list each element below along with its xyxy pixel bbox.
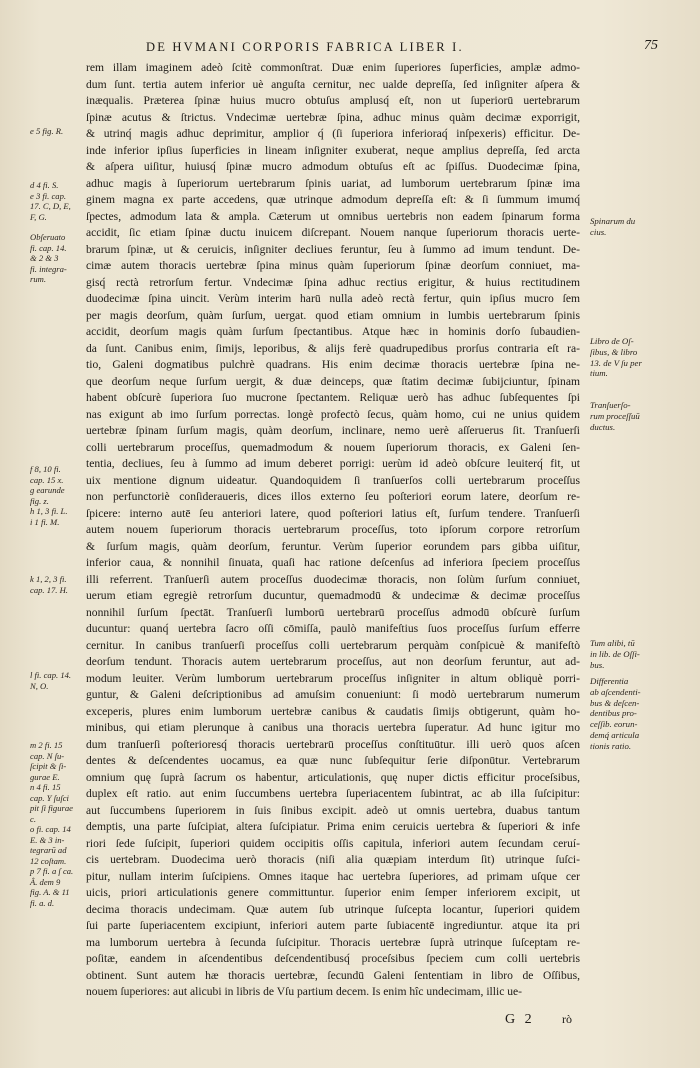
text-line: tio, Galeni dogmatibus pulchrè quadrans. His enim decimæ thoracis uertebræ ſpina ne-	[86, 358, 580, 371]
text-line: dum ſunt. tertia autem inferior uè anguſta cernitur, nec ualde depreſſa, ſed inſigniter aſpera &	[86, 77, 580, 91]
text-line: habent obſcurè ſuperiora ſuo mucrone ſpectantem. Reliquæ uerò has adhuc ſubſequentes ſpi	[86, 391, 580, 404]
text-line: omnium quę ſuprà ſacrum os habentur, articulationis, quę nuper dictis efficitur proceſsibus,	[86, 770, 580, 784]
text-line: colli uertebrarum proceſſus, quemadmodum & nouem ſuperiorum thoracis, ex Galeni ſen-	[86, 440, 580, 454]
catchword: rò	[562, 1012, 572, 1026]
text-line: brarum ſpinæ, ut & ceruicis, inſigniter decliues feruntur, ſeu à ſummo ad imum tendunt. De-	[86, 242, 580, 256]
margin-note: Libro de Oſ- ſibus, & libro 13. de V ſu per tium.	[590, 336, 642, 379]
signature-mark: G 2	[505, 1012, 535, 1027]
page-number: 75	[644, 38, 658, 53]
margin-note: Spinarum du cius.	[590, 216, 636, 237]
text-line: ſpectes, admodum lata & ampla. Cæterum ut omnibus uertebris non eadem ſpinarum forma	[86, 209, 580, 223]
text-line: nonnihil ſurſum ſpectāt. Tranſuerſi lumborū uertebrarū proceſſus admodū obſcurè ſurſum	[86, 605, 580, 619]
text-line: exceperis, plures enim lumborum uertebræ canibus & caudatis ſimijs obtigerunt, quàm ho-	[86, 704, 580, 718]
text-line: cernitur. In canibus tranſuerſi proceſſus colli uertebrarum perquàm conſpicuè & manifeſtò	[86, 638, 580, 652]
text-line: deorſum tendunt. Thoracis autem uertebrarum proceſſus, aut non deorſum feruntur, aut ad-	[86, 655, 580, 668]
text-line: aut ſuccumbens ſuperiorem in ſuis ſinibus excipit. adeò ut omnis uertebra, duabus tantum	[86, 803, 580, 817]
text-line: ma lumborum uertebra à ſecunda ſuſcipitur. Thoracis uertebræ ſuprà utrinque ſuſceptam re-	[86, 935, 580, 949]
text-line: ducuntur: quanq́ uertebra ſacro oſſi cōmiſſa, paulò manifeſtius ſuos proceſſus ſurſum efferre	[86, 622, 580, 635]
margin-note: Tranſuerſo- rum proceſſuū ductus.	[590, 400, 640, 432]
text-line: accidit, deorſum magis quàm ſurſum ſpectantibus. Atque hæc in hominis dorſo ſubaudien-	[86, 325, 580, 338]
text-line: inde inferior ipſius ſuperficies in lineam inſigniter exuberat, neque amplius depreſſa, ſed arcta	[86, 143, 580, 157]
text-line: per magis deorſum, quàm ſurſum, uergat. quod etiam omnium in lumbis uertebrarum ſpinis	[86, 308, 580, 322]
text-line: nouem ſuperiores: aut alicubi in libris de Vſu partium decem. Is enim hîc undecimam, illic ue-	[86, 985, 523, 998]
margin-note: f 8, 10 fi. cap. 15 x. g earunde fig. z. h 1, 3 fi. L. i 1 fi. M.	[30, 464, 68, 527]
text-line: riori ſede ſuſcipit, ſuperiori quidem occipitis oſſis capitula, inferiori autem ſecundam ceruí-	[86, 836, 580, 850]
text-line: minibus, qui etiam plerunque à canibus una thoracis uertebra ſuperatur. Ad hunc igitur mo	[86, 721, 580, 734]
text-line: & ſurſum magis, quàm deorſum, feruntur. Verùm ſuperior eorundem pars gibba uiſitur,	[86, 539, 580, 553]
text-line: accidit, ſic etiam ſpinæ ductu inuicem diſcrepant. Nouem nanque ſuperiorum thoracis uerte-	[86, 226, 580, 239]
running-title: DE HVMANI CORPORIS FABRICA LIBER I.	[146, 40, 464, 54]
text-line: dum tranſuerſi poſterioresq́ thoracis uertebrarū proceſſus conſtituūtur. illi uerò quos aſcen	[86, 737, 580, 751]
margin-note: Obſeruato fi. cap. 14. & 2 & 3 fi. integra- rum.	[30, 232, 67, 284]
text-line: da ſunt. Canibus enim, ſimijs, leporibus, & alijs ferè quadrupedibus prorſus contraria eſt ra-	[86, 341, 580, 355]
margin-note: m 2 fi. 15 cap. N ſu- ſcipit & ſi- gurae E. n 4 fi. 15 cap. Y ſuſci pit ſi figurae c. o fi. cap. 14 E. & 3 in- tegrarū ad 12 coſtam. p 7 fi. a ſ ca. Â. dem 9 fig. A. & 11 fi. a. d.	[30, 740, 74, 908]
text-line: adhuc magis à ſuperiorum uertebrarum ſpinis uariat, ad lumborum uertebrarum ſpinæ ima	[86, 176, 580, 190]
text-line: decima thoracis undecimam. Quæ autem ſub utrinque ſuſcepta locantur, ſuperiori quidem	[86, 902, 580, 916]
text-line: & utrinq́ magis adhuc deprimitur, amplior q́ (ſi ſuperiora inferioraq́ inſpexeris) efficitur. De-	[86, 127, 580, 140]
text-line: inferior caua, & nonnihil ſinuata, quaſi hac ratione deſcenſus ad inferiora ſpeciem proceſſus	[86, 556, 580, 569]
text-line: tentia, decliues, ſeu à ſummo ad imum deberet porrigi: uerùm id adeò obſcure leuiterq́ fit, ut	[86, 457, 580, 470]
text-line: uix mentione dignum uideatur. Quandoquidem ſi tranſuerſos colli uertebrarum proceſſus	[86, 473, 580, 487]
text-line: rem illam imaginem adeò ſcitè commonſtrat. Duæ enim ſuperiores ſuperficies, amplæ admo-	[86, 61, 580, 74]
text-line: poſitæ, eandem in aſcendentibus deſcendentibusq́ proceſsibus ſpeciem cum colli uertebris	[86, 952, 580, 965]
margin-note: l fi. cap. 14. N, O.	[30, 670, 72, 691]
text-line: cis uertebram. Duodecima uerò thoracis (niſi alia quæpiam interdum ſit) utrinque ſuſci-	[86, 853, 580, 866]
text-line: & aſpera uiſitur, huiusq́ ſpinæ mucro admodum obtuſus eſt ac ſpiſſus. Duodecimæ ſpina,	[86, 160, 580, 173]
text-line: illi referrent. Tranſuerſi autem proceſſus duodecimæ thoracis, non ſolùm ſurſum conniuet,	[86, 572, 580, 586]
text-line: duplex eſt ratio. aut enim ſuccumbens uertebra ſuperiacentem ſubintrat, ac ab illa ſuſcipitur:	[86, 787, 580, 800]
margin-note: Differentia ab aſcendenti- bus & deſcen- dentibus pro- ceſſib. eorun- demq́ articula tionis ratio.	[590, 676, 641, 751]
text-line: que deorſum neque ſurſum uergit, & duæ deinceps, quæ ſtatim decimæ ſubijciuntur, ſpinam	[86, 374, 580, 388]
text-line: inæqualis. Præterea ſpinæ huius mucro obtuſus amplusq́ eſt, non ut ſuperiorū uertebrarum	[86, 94, 580, 107]
page-header	[88, 40, 658, 58]
text-line: uerum etiam egregiè retrorſum ducuntur, quemadmodū & undecimæ & decimæ proceſſus	[86, 589, 580, 602]
text-line: nas exigunt ab imo ſurſum porrectas. longè profectò ſecus, quàm homo, cui ne unius quidem	[86, 407, 580, 421]
text-line: uertebræ ſpinam ſurſum magis, quàm deorſum, inclinare, nemo uerè aſſeruerus ſit. Tranſuerſi	[86, 424, 580, 437]
text-line: duodecimæ ſpina uincit. Verùm interim harū nulla adeò rectà fertur, quin ipſius mucro ſem	[86, 292, 580, 305]
margin-note: Tum alibi, tū in lib. de Oſſi- bus.	[590, 638, 640, 670]
text-line: guntur, & Galeni deſcriptionibus ad amuſsim conueniunt: ſi modò uertebrarum numerum	[86, 688, 580, 701]
text-line: ſpinæ acutus & ſtrictus. Vndecimæ uertebræ ſpina, adhuc minus quàm decimæ exporrigit,	[86, 110, 580, 124]
margin-note: k 1, 2, 3 fi. cap. 17. H.	[30, 574, 68, 595]
text-line: ſpicere: interno autē ſeu anteriori latere, quod poſteriori latius eſt, ſurſum tendere. Tranſuerſi	[86, 506, 580, 520]
main-text-column	[86, 60, 580, 1001]
text-line: ſui parte ſuperiacentem excipiunt, inferiori autem parte ſubiacentē ingrediuntur. atque ita pri	[86, 919, 580, 932]
text-line: demptis, una parte ſuſcipiat, altera ſuſcipiatur. Prima enim ceruicis uertebra & ſuperiori & infe	[86, 820, 580, 833]
text-line: ginem magna ex parte accedens, quæ utrinque admodum depreſſa eſt: & ſi ſummum imumq́	[86, 193, 580, 206]
margin-note: e 5 fig. R.	[30, 126, 64, 136]
text-line: dentes & deſcendentes uocamus, ea quæ nunc ſubſequitur ſerie diſponūtur. Vertebrarum	[86, 754, 580, 767]
text-line: non perfunctoriè conſideraueris, dices illos externo ſeu poſteriori eorum latere, deorſum re-	[86, 490, 580, 503]
text-line: autem nouem ſuperiorum thoracis uertebrarum proceſſus, toto ipſorum corpore retrorſum	[86, 523, 580, 536]
margin-note: d 4 fi. S. e 3 fi. cap. 17. C, D, E, F, G.	[30, 180, 71, 222]
text-line: modum leuiter. Verùm lumborum uertebrarum proceſſus inſigniter in altum obliquè porri-	[86, 671, 580, 685]
text-line: gisq́ rectà retrorſum fertur. Vndecimæ ſpina adhuc rectius erigitur, & huius rectitudinem	[86, 275, 580, 289]
text-line: pitur, nullam interim ſuſcipiens. Omnes itaque hac uertebra ſuperiores, ad primam uſque cer	[86, 869, 580, 883]
text-line: cimæ autem thoracis uertebræ ſpina minus quàm ſuperiorum ſpinæ deorſum conniuet, ma-	[86, 259, 580, 272]
text-line: obtinent. Sunt autem hæ thoracis uertebræ, ſecundū Galeni ſententiam in libro de Oſſibus,	[86, 968, 580, 982]
text-line: uicis, priori articulationis genere committuntur. ſuperior enim ſemper inferiorem excipit, ut	[86, 886, 580, 899]
